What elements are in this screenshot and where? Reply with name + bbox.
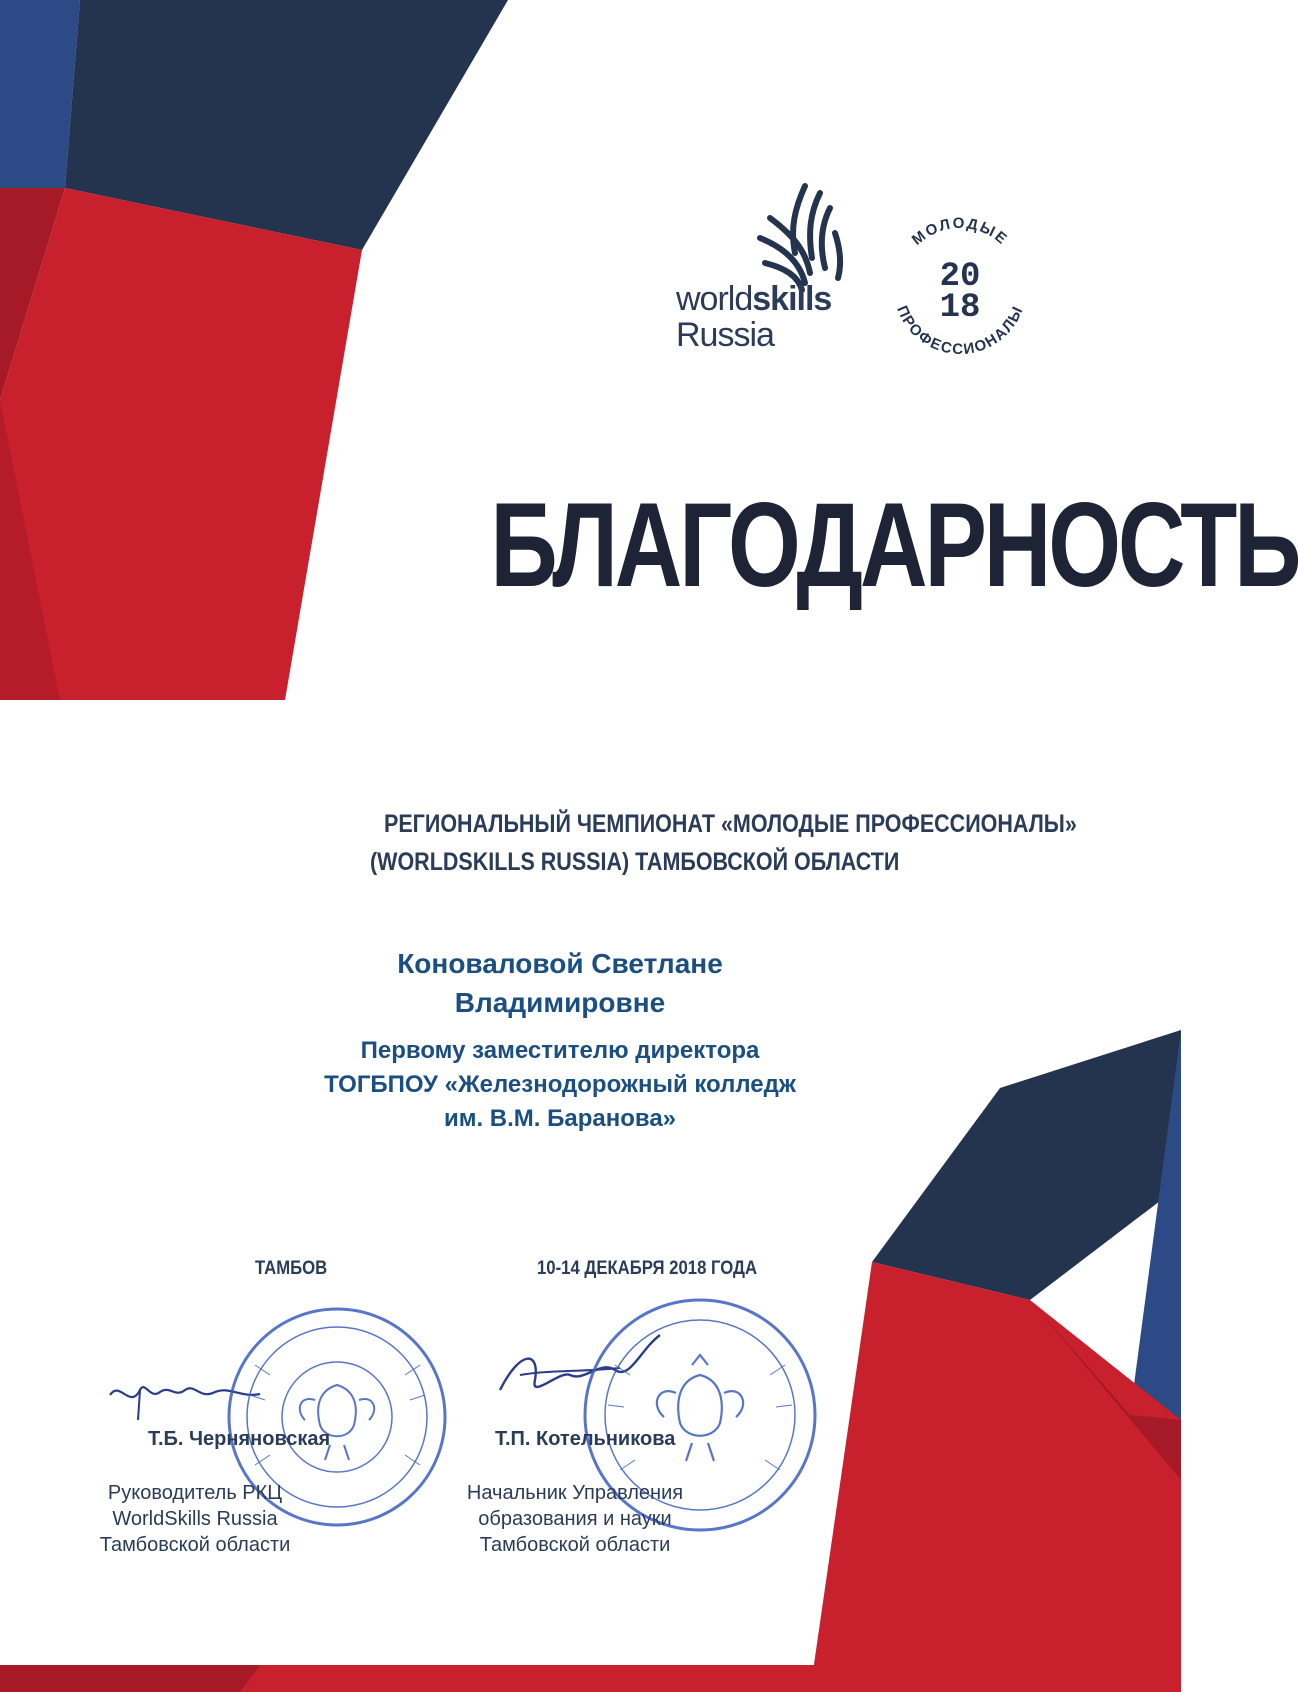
badge-year-top: 20 bbox=[939, 258, 981, 296]
wordmark-world: world bbox=[676, 280, 753, 318]
svg-text:МОЛОДЫЕ bbox=[909, 215, 1012, 249]
signatory-1-title-line-1: Руководитель РКЦ bbox=[107, 1482, 283, 1504]
badge-year-bottom: 18 bbox=[939, 289, 981, 327]
signatory-1-title bbox=[60, 1480, 330, 1558]
bg-right-navy bbox=[872, 1030, 1181, 1300]
wordmark-skills: skills bbox=[752, 280, 832, 318]
footer-dates: 10-14 ДЕКАБРЯ 2018 ГОДА bbox=[537, 1258, 758, 1279]
footer-city: ТАМБОВ bbox=[255, 1258, 328, 1279]
signatory-2-title-line-3: Тамбовской области bbox=[479, 1534, 671, 1556]
signatory-1-name: Т.Б. Черняновская bbox=[148, 1428, 331, 1450]
bg-left-red bbox=[0, 188, 362, 700]
signatory-1-title-line-2: WorldSkills Russia bbox=[112, 1508, 278, 1530]
certificate-title: БЛАГОДАРНОСТЬ bbox=[490, 478, 1298, 612]
signatory-2-title-line-1: Начальник Управления bbox=[466, 1482, 684, 1504]
recipient-position-line-3: им. В.М. Баранова» bbox=[443, 1105, 677, 1132]
recipient-name-line-2: Владимировне bbox=[454, 987, 666, 1018]
badge-bottom-text: ПРОФЕССИОНАЛЫ bbox=[893, 302, 1027, 359]
bg-bottom-bar-dark bbox=[0, 1665, 260, 1692]
signatory-2-title bbox=[440, 1480, 710, 1558]
signatory-2-title-line-2: образования и науки bbox=[478, 1508, 672, 1530]
recipient-name-line-1: Коноваловой Светлане bbox=[397, 948, 723, 979]
signatory-1-title-line-3: Тамбовской области bbox=[99, 1534, 291, 1556]
worldskills-wordmark bbox=[676, 282, 831, 352]
championship-line-2: (WORLDSKILLS RUSSIA) ТАМБОВСКОЙ ОБЛАСТИ bbox=[370, 848, 900, 876]
badge-top-text: МОЛОДЫЕ bbox=[908, 214, 1012, 249]
recipient-position-line-2: ТОГБПОУ «Железнодорожный колледж bbox=[324, 1071, 796, 1098]
bg-right-red bbox=[810, 1262, 1181, 1692]
championship-line-1: РЕГИОНАЛЬНЫЙ ЧЕМПИОНАТ «МОЛОДЫЕ ПРОФЕССИОНАЛЫ» bbox=[384, 810, 1077, 838]
molodye-professionaly-badge bbox=[880, 208, 1040, 368]
recipient-position-line-1: Первому заместителю директора bbox=[360, 1037, 760, 1064]
wordmark-russia: Russia bbox=[676, 316, 774, 354]
signatory-2-name: Т.П. Котельникова bbox=[495, 1428, 676, 1450]
